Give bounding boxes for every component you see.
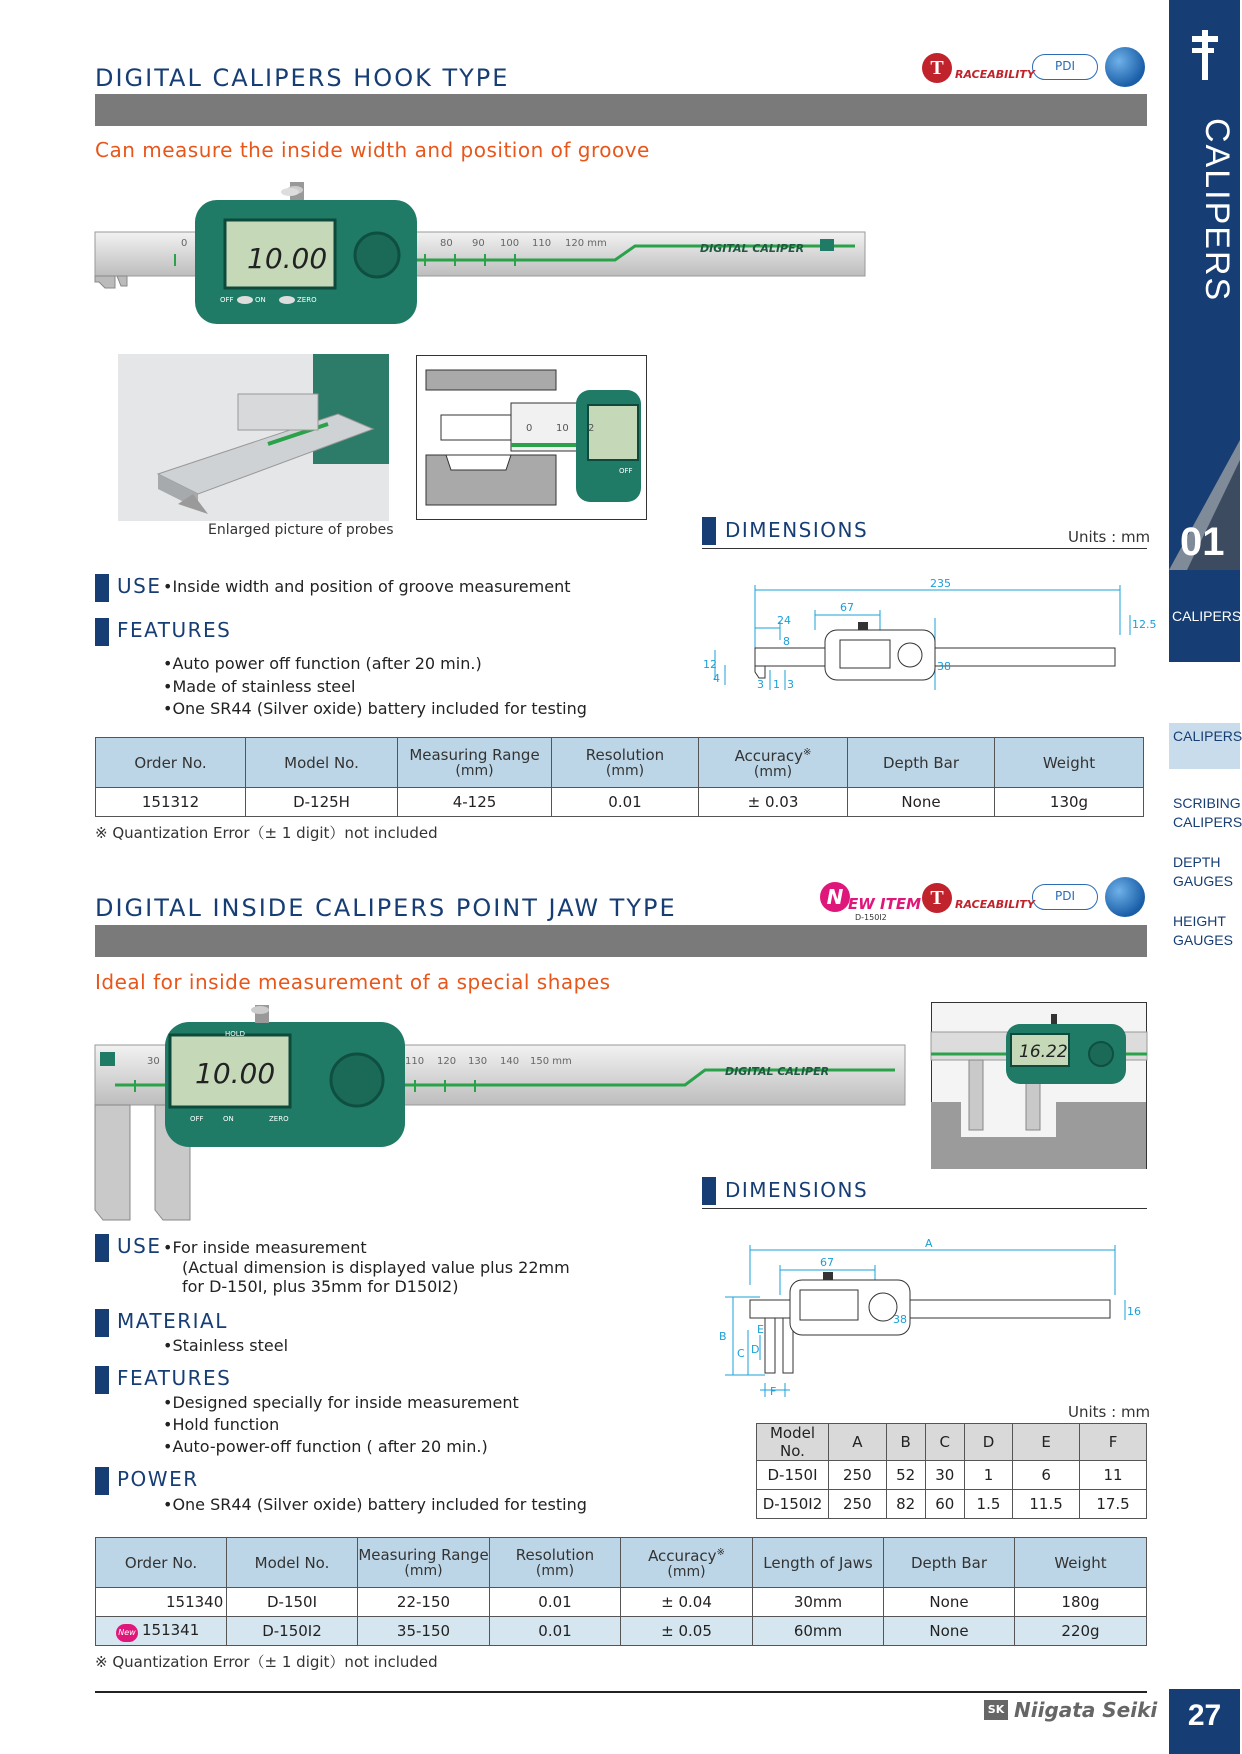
- section2-units: Units : mm: [1068, 1403, 1151, 1421]
- probe-caption: Enlarged picture of probes: [208, 522, 394, 538]
- scale-label: 120: [437, 1056, 457, 1067]
- scale-label: 0: [181, 238, 188, 249]
- scale-label: 90: [472, 238, 485, 249]
- brand-logo-mark: SK: [984, 1700, 1008, 1720]
- dim-table-header: B: [886, 1424, 925, 1461]
- traceability-label: RACEABILITY: [955, 898, 1035, 911]
- dim-table-header: C: [925, 1424, 964, 1461]
- table-cell: D-150I2: [227, 1617, 358, 1646]
- caliper-display-value: 10.00: [195, 1057, 276, 1090]
- table-header: Resolution (mm): [552, 738, 699, 788]
- table-header: Resolution (mm): [490, 1538, 621, 1588]
- globe-icon: [1105, 877, 1145, 917]
- dimension-table: [756, 1423, 1147, 1519]
- table-cell: 30mm: [753, 1588, 884, 1617]
- pdi-badge: PDI: [1032, 884, 1098, 910]
- dimension-label: 38: [937, 660, 951, 673]
- section2-feature-item: • Designed specially for inside measurement: [163, 1392, 519, 1414]
- table-cell: D-150I2: [757, 1490, 829, 1519]
- table-cell: D-150I: [757, 1461, 829, 1490]
- inset-off-label: OFF: [619, 467, 633, 475]
- inside-measurement-inset: [931, 1002, 1147, 1169]
- dimension-label: D: [751, 1343, 760, 1356]
- table-cell: 250: [829, 1461, 887, 1490]
- section2-features-heading: FEATURES: [95, 1366, 231, 1394]
- caliper-brand-label: DIGITAL CALIPER: [700, 242, 805, 255]
- caliper-icon: [1190, 30, 1220, 80]
- side-nav-depth-gauges[interactable]: DEPTH GAUGES: [1173, 854, 1233, 889]
- dimension-label: 8: [783, 635, 790, 648]
- table-cell: 35-150: [358, 1617, 490, 1646]
- globe-icon: [1105, 47, 1145, 87]
- section1-use-text: • Inside width and position of groove measurement: [163, 576, 571, 598]
- table-cell: 22-150: [358, 1588, 490, 1617]
- section2-dimensions-heading: DIMENSIONS: [725, 1178, 869, 1202]
- table-header: Measuring Range (mm): [358, 1538, 490, 1588]
- hold-label: HOLD: [225, 1030, 246, 1038]
- table-header: Model No.: [227, 1538, 358, 1588]
- section1-features-heading: FEATURES: [95, 618, 231, 646]
- dimension-label: 4: [713, 672, 720, 685]
- table-cell: 60: [925, 1490, 964, 1519]
- table-cell: 130g: [995, 788, 1144, 817]
- inset-display-value: 16.22: [1019, 1042, 1068, 1062]
- table-cell: 0.01: [490, 1588, 621, 1617]
- section1-use-heading: USE: [95, 574, 161, 602]
- table-header: Order No.: [96, 1538, 227, 1588]
- dimension-label: 16: [1127, 1305, 1141, 1318]
- scale-label: 140: [500, 1056, 520, 1067]
- side-nav-calipers[interactable]: CALIPERS: [1169, 723, 1240, 769]
- scale-label: 30: [147, 1056, 160, 1067]
- inset-scale-label: 0: [526, 423, 533, 434]
- section1-bar: [95, 94, 1147, 126]
- table-cell: 1.5: [964, 1490, 1012, 1519]
- dimension-label: B: [719, 1330, 727, 1343]
- dimensions-marker: [702, 517, 716, 545]
- table-cell: D-125H: [246, 788, 398, 817]
- traceability-badge: T: [922, 53, 952, 83]
- section2-power-heading: POWER: [95, 1467, 199, 1495]
- section2-spec-table: [95, 1537, 1147, 1646]
- inset-scale-label: 10: [556, 423, 569, 434]
- section1-feature-item: • One SR44 (Silver oxide) battery included for testing: [163, 698, 587, 720]
- table-cell: 180g: [1015, 1588, 1147, 1617]
- table-cell: 1: [964, 1461, 1012, 1490]
- scale-label: 100: [500, 238, 520, 249]
- table-row: [757, 1461, 1147, 1490]
- table-header: Depth Bar: [884, 1538, 1015, 1588]
- table-cell: D-150I: [227, 1588, 358, 1617]
- dimension-label: 67: [820, 1256, 834, 1269]
- table-cell: 30: [925, 1461, 964, 1490]
- table-cell: 151312: [96, 788, 246, 817]
- hook-caliper-dimension-drawing: [695, 570, 1157, 691]
- dimensions-marker: [702, 1177, 716, 1205]
- probe-inset-diagram: [416, 355, 647, 520]
- table-row: [96, 1588, 1147, 1617]
- table-cell: 60mm: [753, 1617, 884, 1646]
- dim-table-header: Model No.: [757, 1424, 829, 1461]
- table-cell: 220g: [1015, 1617, 1147, 1646]
- probe-photo: [118, 354, 389, 521]
- new-icon: New: [116, 1624, 138, 1642]
- table-cell: 250: [829, 1490, 887, 1519]
- table-header: Accuracy※ (mm): [699, 738, 848, 788]
- new-item-badge: N: [820, 882, 850, 912]
- dim-table-header: E: [1013, 1424, 1080, 1461]
- section1-feature-item: • Auto power off function (after 20 min.): [163, 653, 482, 675]
- section1-footnote: ※ Quantization Error（± 1 digit）not included: [95, 824, 438, 842]
- section2-use-text: for D-150I, plus 35mm for D150I2): [182, 1277, 459, 1296]
- table-cell: 17.5: [1080, 1490, 1147, 1519]
- dim-table-header: F: [1080, 1424, 1147, 1461]
- hold-label: HOLD: [259, 187, 280, 195]
- table-cell: 4-125: [398, 788, 552, 817]
- dimensions-rule: [702, 1208, 1147, 1209]
- table-cell: 52: [886, 1461, 925, 1490]
- table-header: Measuring Range (mm): [398, 738, 552, 788]
- scale-label: 110: [405, 1056, 425, 1067]
- caliper-display-value: 10.00: [247, 242, 328, 275]
- section2-subtitle: Ideal for inside measurement of a special shapes: [95, 970, 611, 994]
- dimension-label: F: [770, 1385, 777, 1398]
- caliper-brand-label: DIGITAL CALIPER: [725, 1065, 830, 1078]
- traceability-label: RACEABILITY: [955, 68, 1035, 81]
- dimension-label: 235: [930, 577, 951, 590]
- inset-scale-label: 2: [588, 423, 595, 434]
- side-tab-title: CALIPERS: [1198, 118, 1236, 303]
- dim-table-header: A: [829, 1424, 887, 1461]
- table-header: Depth Bar: [848, 738, 995, 788]
- dimension-label: 67: [840, 601, 854, 614]
- dimension-label: 12.5: [1132, 618, 1157, 631]
- section1-spec-table: [95, 737, 1144, 817]
- dimensions-rule: [702, 548, 1147, 549]
- table-cell: None: [848, 788, 995, 817]
- scale-label: 130: [468, 1056, 488, 1067]
- section2-footnote: ※ Quantization Error（± 1 digit）not included: [95, 1653, 438, 1671]
- section2-bar: [95, 925, 1147, 957]
- dimension-label: 1: [773, 678, 780, 691]
- table-header: Model No.: [246, 738, 398, 788]
- footer-rule: [95, 1691, 1147, 1693]
- section2-title: DIGITAL INSIDE CALIPERS POINT JAW TYPE: [95, 894, 677, 922]
- table-cell: New 151341: [96, 1617, 227, 1646]
- table-cell: ± 0.03: [699, 788, 848, 817]
- table-header: Length of Jaws: [753, 1538, 884, 1588]
- on-label: ON: [255, 296, 266, 304]
- brand-logo: Niigata Seiki: [1014, 1698, 1158, 1722]
- table-cell: 11: [1080, 1461, 1147, 1490]
- dimension-label: 3: [757, 678, 764, 691]
- side-nav-height-gauges[interactable]: HEIGHT GAUGES: [1173, 913, 1233, 948]
- table-cell: None: [884, 1588, 1015, 1617]
- table-row: [757, 1490, 1147, 1519]
- new-item-label: EW ITEM: [848, 895, 922, 913]
- dimension-label: 12: [703, 658, 717, 671]
- chapter-subtitle: CALIPERS: [1172, 608, 1242, 624]
- section2-use-text: • For inside measurement: [163, 1237, 367, 1259]
- dim-table-header: D: [964, 1424, 1012, 1461]
- section2-use-heading: USE: [95, 1234, 161, 1262]
- section2-use-text: (Actual dimension is displayed value plus 22mm: [182, 1258, 570, 1277]
- off-label: OFF: [220, 296, 234, 304]
- new-item-model: D-150I2: [855, 913, 887, 922]
- dimension-label: 24: [777, 614, 791, 627]
- dimension-label: 3: [787, 678, 794, 691]
- page-number: 27: [1169, 1689, 1240, 1754]
- section1-title: DIGITAL CALIPERS HOOK TYPE: [95, 64, 510, 92]
- section2-power-item: • One SR44 (Silver oxide) battery included for testing: [163, 1494, 587, 1516]
- table-cell: None: [884, 1617, 1015, 1646]
- table-header: Weight: [995, 738, 1144, 788]
- inside-caliper-dimension-drawing: [705, 1235, 1150, 1405]
- table-cell: 151340: [96, 1588, 227, 1617]
- table-row: [96, 1617, 1147, 1646]
- table-header: Weight: [1015, 1538, 1147, 1588]
- table-header: Order No.: [96, 738, 246, 788]
- table-cell: ± 0.04: [621, 1588, 753, 1617]
- dimension-label: 38: [893, 1313, 907, 1326]
- section1-dimensions-heading: DIMENSIONS: [725, 518, 869, 542]
- section2-feature-item: • Auto-power-off function ( after 20 min.): [163, 1436, 488, 1458]
- section1-subtitle: Can measure the inside width and position of groove: [95, 138, 650, 162]
- scale-label: 120 mm: [565, 238, 607, 249]
- hook-caliper-image: [95, 172, 875, 332]
- table-header: Accuracy※ (mm): [621, 1538, 753, 1588]
- section2-feature-item: • Hold function: [163, 1414, 279, 1436]
- side-nav-scribing-calipers[interactable]: SCRIBING CALIPERS: [1173, 795, 1242, 830]
- table-cell: 0.01: [552, 788, 699, 817]
- traceability-badge: T: [922, 883, 952, 913]
- table-cell: ± 0.05: [621, 1617, 753, 1646]
- scale-label: 150 mm: [530, 1056, 572, 1067]
- section1-units: Units : mm: [1068, 528, 1151, 546]
- table-cell: 0.01: [490, 1617, 621, 1646]
- table-cell: 11.5: [1013, 1490, 1080, 1519]
- chapter-number: 01: [1180, 520, 1225, 564]
- table-row: [96, 788, 1144, 817]
- zero-label: ZERO: [269, 1115, 289, 1123]
- dimension-label: A: [925, 1237, 933, 1250]
- dimension-label: E: [757, 1323, 764, 1336]
- scale-label: 110: [532, 238, 552, 249]
- on-label: ON: [223, 1115, 234, 1123]
- pdi-badge: PDI: [1032, 54, 1098, 80]
- off-label: OFF: [190, 1115, 204, 1123]
- section2-material-heading: MATERIAL: [95, 1309, 228, 1337]
- zero-label: ZERO: [297, 296, 317, 304]
- scale-label: 80: [440, 238, 453, 249]
- section1-feature-item: • Made of stainless steel: [163, 676, 355, 698]
- table-cell: 6: [1013, 1461, 1080, 1490]
- section2-material-item: • Stainless steel: [163, 1335, 288, 1357]
- dimension-label: C: [737, 1347, 745, 1360]
- table-cell: 82: [886, 1490, 925, 1519]
